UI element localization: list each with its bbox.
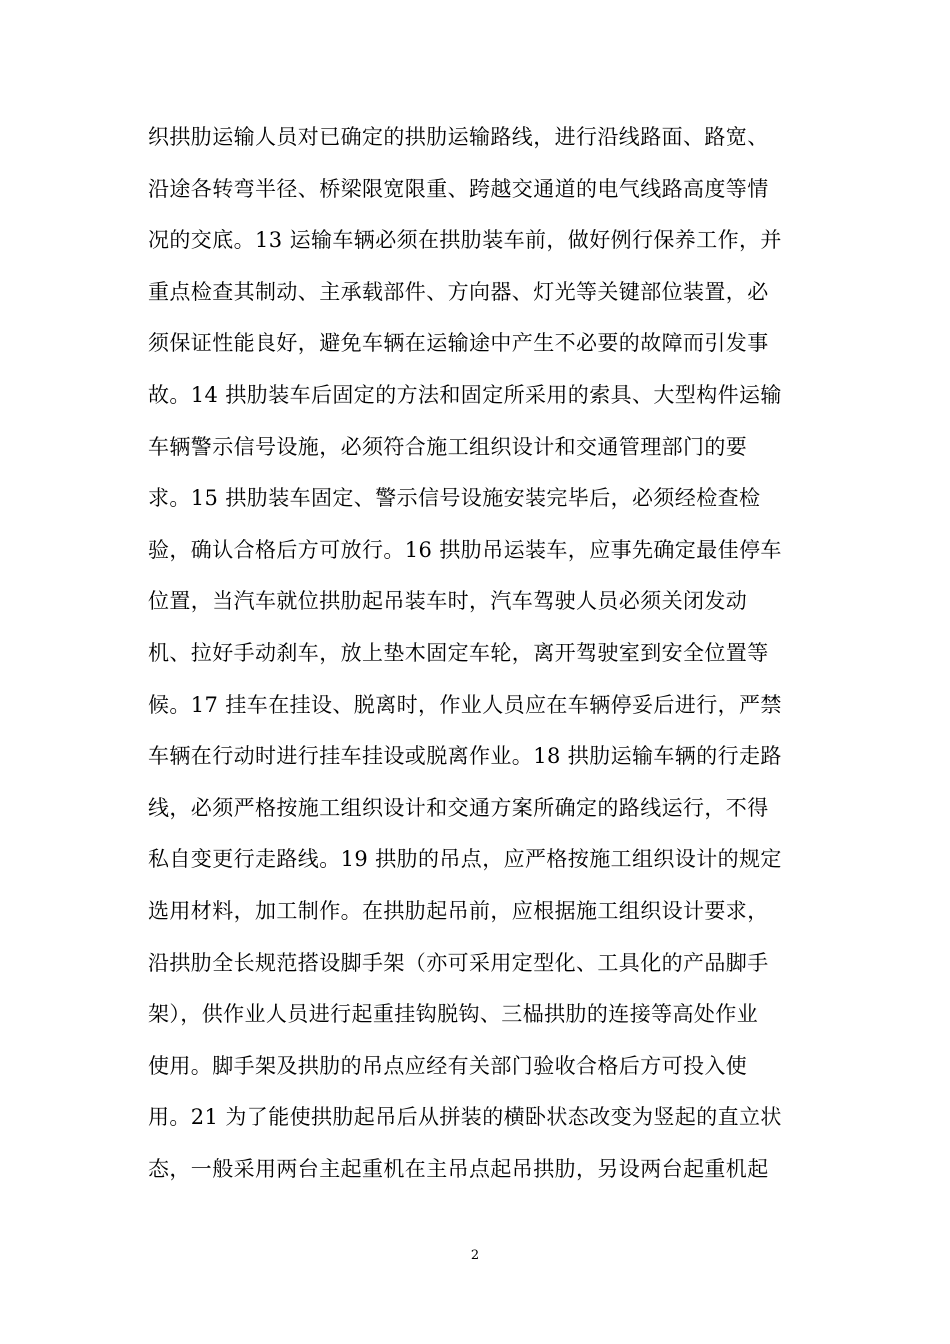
text-line-4: 重点检查其制动、主承载部件、方向器、灯光等关键部位装置，必 [148,279,769,304]
text-line-10: 位置，当汽车就位拱肋起吊装车时，汽车驾驶人员必须关闭发动 [148,589,748,614]
text-line-11: 机、拉好手动刹车，放上垫木固定车轮，离开驾驶室到安全位置等 [148,640,769,665]
text-line-21: 态，一般采用两台主起重机在主吊点起吊拱肋，另设两台起重机起 [148,1156,769,1181]
text-line-14: 线，必须严格按施工组织设计和交通方案所确定的路线运行，不得 [148,795,769,820]
page-number: 2 [470,1248,480,1263]
text-line-12: 候。17 挂车在挂设、脱离时，作业人员应在车辆停妥后进行，严禁 [148,692,782,717]
body-text [148,112,808,1195]
text-line-17: 沿拱肋全长规范搭设脚手架（亦可采用定型化、工具化的产品脚手 [148,950,769,975]
text-line-5: 须保证性能良好，避免车辆在运输途中产生不必要的故障而引发事 [148,331,769,356]
text-line-6: 故。14 拱肋装车后固定的方法和固定所采用的索具、大型构件运输 [148,382,782,407]
text-line-1: 织拱肋运输人员对已确定的拱肋运输路线，进行沿线路面、路宽、 [148,125,769,149]
text-line-9: 验，确认合格后方可放行。16 拱肋吊运装车，应事先确定最佳停车 [148,537,782,562]
text-line-19: 使用。脚手架及拱肋的吊点应经有关部门验收合格后方可投入使 [148,1053,748,1078]
text-line-16: 选用材料，加工制作。在拱肋起吊前，应根据施工组织设计要求， [148,898,769,923]
text-line-2: 沿途各转弯半径、桥梁限宽限重、跨越交通道的电气线路高度等情 [148,176,769,201]
text-line-8: 求。15 拱肋装车固定、警示信号设施安装完毕后，必须经检查检 [148,486,761,511]
text-line-7: 车辆警示信号设施，必须符合施工组织设计和交通管理部门的要 [148,434,748,459]
text-line-18: 架），供作业人员进行起重挂钩脱钩、三榀拱肋的连接等高处作业 [148,1002,759,1027]
text-line-13: 车辆在行动时进行挂车挂设或脱离作业。18 拱肋运输车辆的行走路 [148,744,782,769]
text-line-15: 私自变更行走路线。19 拱肋的吊点，应严格按施工组织设计的规定 [148,847,782,872]
text-line-3: 况的交底。13 运输车辆必须在拱肋装车前，做好例行保养工作，并 [148,228,782,253]
text-line-20: 用。21 为了能使拱肋起吊后从拼装的横卧状态改变为竖起的直立状 [148,1105,782,1130]
